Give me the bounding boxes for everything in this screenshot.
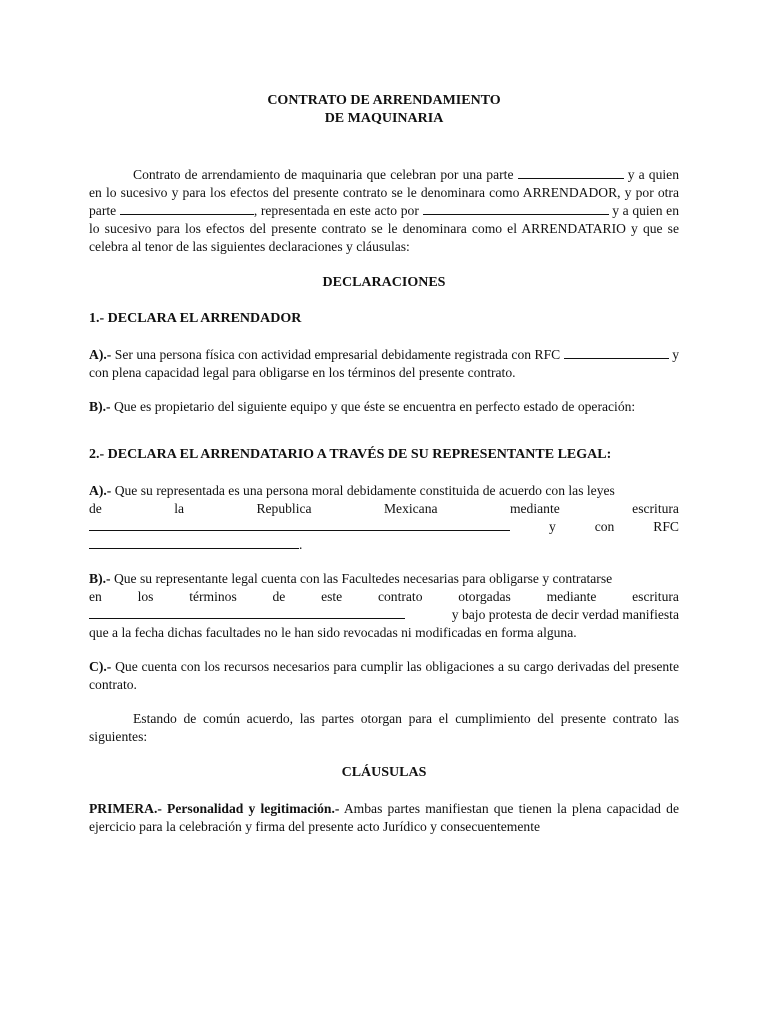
- word: con: [594, 519, 615, 534]
- word: en: [89, 589, 102, 604]
- clause-2b-text-3: y bajo protesta de decir verdad manifiesta: [451, 607, 679, 622]
- word: RFC: [653, 519, 679, 534]
- section-2-clause-b: [89, 570, 679, 642]
- intro-text-4: y a quien en lo sucesivo para los efectos del presente contrato se le denominara como el ARRENDATARIO y que se celebra al tenor de las siguientes declaraciones y cláusulas:: [89, 203, 679, 254]
- word: escritura: [632, 589, 679, 604]
- word: términos: [189, 589, 237, 604]
- blank-representante-name[interactable]: [423, 202, 609, 215]
- clausulas-heading: CLÁUSULAS: [341, 765, 427, 780]
- clause-primera-label: PRIMERA.- Personalidad y legitimación.-: [89, 801, 340, 816]
- clause-a-text-1: Ser una persona física con actividad empresarial debidamente registrada con RFC: [114, 347, 561, 362]
- word: mediante: [546, 589, 597, 604]
- clause-primera: [89, 800, 679, 836]
- period: .: [299, 537, 303, 552]
- intro-text-3: , representada en este acto por: [253, 203, 419, 218]
- clause-2a-line-2: [89, 500, 679, 518]
- word: y: [548, 519, 556, 534]
- acuerdo-paragraph: Estando de común acuerdo, las partes otorgan para el cumplimiento del presente contrato las siguientes:: [89, 711, 679, 744]
- intro-paragraph: [89, 166, 679, 256]
- section-2-clause-c: [89, 658, 679, 694]
- blank-arrendatario-name[interactable]: [120, 202, 254, 215]
- clause-primera-text: Ambas partes manifiestan que tienen la plena capacidad de ejercicio para la celebración y firma del presente acto Jurídico y consecuentemente: [89, 801, 679, 834]
- clause-2b-text-1: Que su representante legal cuenta con las Facultedes necesarias para obligarse y contratarse: [113, 571, 613, 586]
- clause-2a-line-4: [89, 536, 679, 554]
- section-2-clause-a: [89, 482, 679, 554]
- clause-2c-label: C).-: [89, 659, 112, 674]
- clause-2a-label: A).-: [89, 483, 112, 498]
- clause-2b-line-2: [89, 588, 679, 606]
- blank-arrendador-name[interactable]: [518, 166, 624, 179]
- document-body: [89, 92, 679, 836]
- blank-escritura[interactable]: [89, 518, 510, 531]
- clause-a-label: A).-: [89, 347, 112, 362]
- word: los: [137, 589, 154, 604]
- word: mediante: [509, 501, 560, 516]
- blank-escritura-facultades[interactable]: [89, 606, 405, 619]
- clause-b-text: Que es propietario del siguiente equipo y que éste se encuentra en perfecto estado de operación:: [113, 399, 636, 414]
- section-1-clause-b: [89, 398, 679, 416]
- title-line-2: DE MAQUINARIA: [324, 111, 444, 126]
- word: Republica: [256, 501, 312, 516]
- word: escritura: [632, 501, 679, 516]
- section-1-heading: 1.- DECLARA EL ARRENDADOR: [89, 311, 302, 326]
- clause-b-label: B).-: [89, 399, 111, 414]
- clause-2a-text-1: Que su representada es una persona moral debidamente constituida de acuerdo con las leyes: [114, 483, 615, 498]
- clause-a-text-2: y con plena capacidad legal para obligarse en los términos del presente contrato.: [89, 347, 679, 380]
- word: la: [174, 501, 185, 516]
- section-2-heading: 2.- DECLARA EL ARRENDATARIO A TRAVÉS DE SU REPRESENTANTE LEGAL:: [89, 447, 612, 462]
- clause-2c-text: Que cuenta con los recursos necesarios para cumplir las obligaciones a su cargo derivadas del presente contrato.: [89, 659, 679, 692]
- word: este: [321, 589, 343, 604]
- blank-rfc-arrendatario[interactable]: [89, 536, 299, 549]
- word: otorgadas: [458, 589, 511, 604]
- blank-rfc-arrendador[interactable]: [564, 346, 669, 359]
- clause-2b-line-3: [89, 606, 679, 624]
- word: Mexicana: [383, 501, 438, 516]
- declaraciones-heading: DECLARACIONES: [322, 275, 446, 290]
- word: de: [89, 501, 102, 516]
- section-1-clause-a: [89, 346, 679, 382]
- intro-text-2: y a quien en lo sucesivo y para los efectos del presente contrato se le denominara como ARRENDADOR, y por otra parte: [89, 167, 679, 218]
- word: de: [272, 589, 286, 604]
- title-line-1: CONTRATO DE ARRENDAMIENTO: [267, 93, 501, 108]
- clause-2b-label: B).-: [89, 571, 111, 586]
- clause-2b-line-4: que a la fecha dichas facultades no le han sido revocadas ni modificadas en forma alguna.: [89, 625, 577, 640]
- document-title: [89, 92, 679, 128]
- clause-2a-line-3: [89, 518, 679, 536]
- word: contrato: [377, 589, 423, 604]
- intro-text-1: Contrato de arrendamiento de maquinaria que celebran por una parte: [133, 167, 514, 182]
